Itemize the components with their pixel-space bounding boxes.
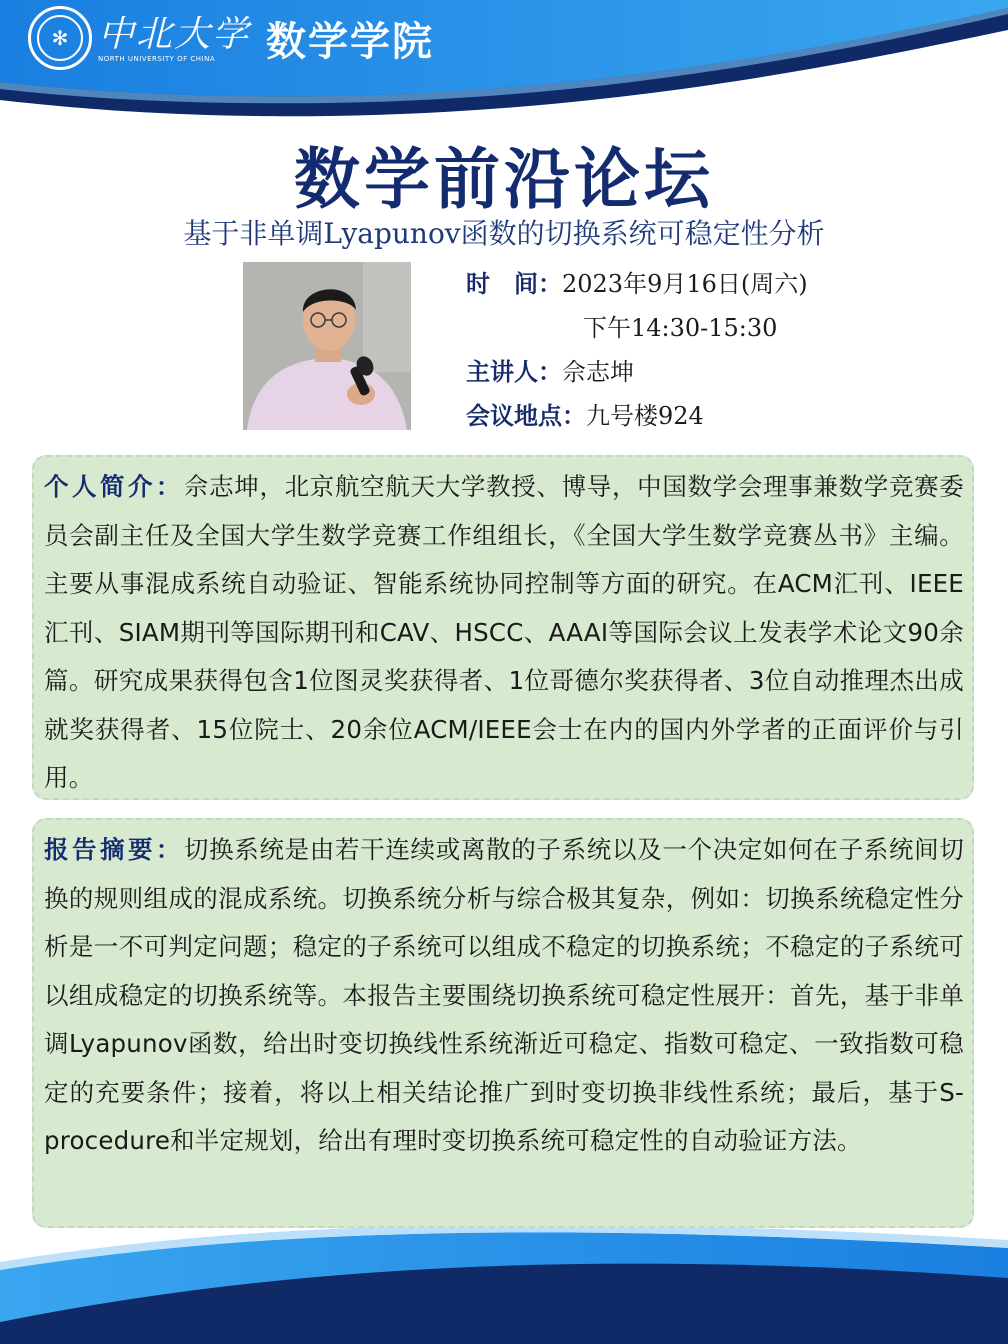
bio-paragraph — [44, 463, 964, 803]
bio-card — [32, 455, 974, 800]
speaker-row — [466, 354, 808, 398]
talk-title: 基于非单调Lyapunov函数的切换系统可稳定性分析 — [183, 217, 825, 250]
speaker-photo — [243, 262, 411, 430]
time-value-2: 下午14:30-15:30 — [583, 314, 778, 342]
venue-row — [466, 398, 808, 442]
university-name: 中北大学 — [98, 14, 251, 55]
event-info — [466, 266, 808, 442]
abstract-label: 报告摘要： — [44, 835, 184, 864]
page-title: 数学前沿论坛 — [294, 141, 714, 218]
university-english-name: NORTH UNIVERSITY OF CHINA — [98, 55, 216, 63]
university-seal-icon: ✻ — [28, 6, 92, 70]
time-row — [466, 266, 808, 310]
bio-label: 个人简介： — [44, 472, 184, 501]
venue-value: 九号楼924 — [586, 402, 704, 430]
venue-label: 会议地点： — [466, 401, 586, 430]
school-name: 数学学院 — [266, 18, 435, 65]
abstract-text: 切换系统是由若干连续或离散的子系统以及一个决定如何在子系统间切换的规则组成的混成系统。切换系统分析与综合极其复杂，例如：切换系统稳定性分析是一不可判定问题；稳定的子系统可以组成不稳定的切换系统；不稳定的子系统可以组成稳定的切换系统等。本报告主要围绕切换系统可稳定性展开：首先，基于非单调Lyapunov函数，给出时变切换线性系统渐近可稳定、指数可稳定、一致指数可稳定的充要条件；接着，将以上相关结论推广到时变切换非线性系统；最后，基于S-procedure和半定规划，给出有理时变切换系统可稳定性的自动验证方法。 — [44, 835, 965, 1155]
abstract-card — [32, 818, 974, 1228]
time-row-2 — [466, 310, 808, 354]
time-label: 时 间： — [466, 269, 562, 298]
header-logo — [28, 6, 434, 70]
bio-text: 佘志坤，北京航空航天大学教授、博导，中国数学会理事兼数学竞赛委员会副主任及全国大学生数学竞赛工作组组长，《全国大学生数学竞赛丛书》主编。主要从事混成系统自动验证、智能系统协同控制等方面的研究。在ACM汇刊、IEEE汇刊、SIAM期刊等国际期刊和CAV、HSCC、AAAI等国际会议上发表学术论文90余篇。研究成果获得包含1位图灵奖获得者、1位哥德尔奖获得者、3位自动推理杰出成就奖获得者、15位院士、20余位ACM/IEEE会士在内的国内外学者的正面评价与引用。 — [44, 472, 965, 792]
abstract-paragraph — [44, 826, 964, 1166]
time-value: 2023年9月16日(周六) — [562, 270, 808, 298]
speaker-value: 佘志坤 — [562, 358, 634, 386]
speaker-label: 主讲人： — [466, 357, 562, 386]
